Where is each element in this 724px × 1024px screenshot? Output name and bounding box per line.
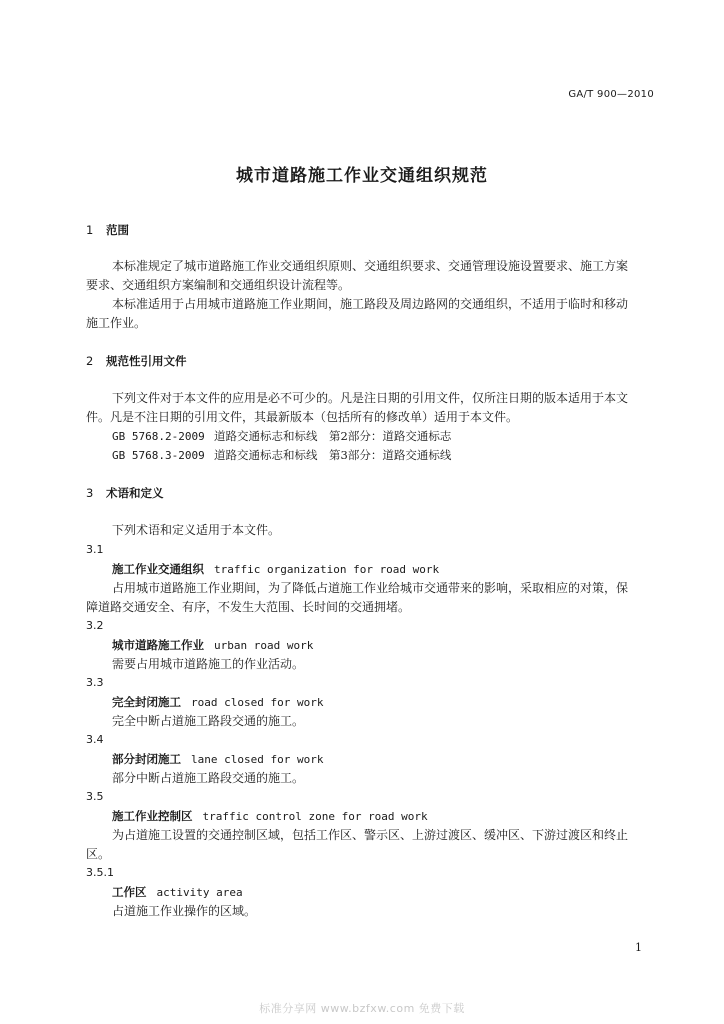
footer-watermark: 标准分享网 www.bzfxw.com 免费下载 [259,1002,465,1015]
term-chinese: 施工作业交通组织 [112,562,204,576]
section-heading-scope [86,221,656,239]
term-definition: 部分中断占道施工路段交通的施工。 [112,771,305,785]
term-definition: 区。 [86,847,111,861]
term-entry [112,807,656,826]
term-chinese: 城市道路施工作业 [112,638,204,652]
section-heading-normative-references [86,352,656,370]
section-title: 范围 [106,223,129,237]
term-number: 3.5 [86,790,104,803]
term-chinese: 完全封闭施工 [112,695,181,709]
term-english: urban road work [214,639,314,652]
term-entry [112,883,656,902]
section-heading-terms-definitions [86,484,656,502]
reference-item [112,427,656,446]
section-title: 规范性引用文件 [106,354,187,368]
section-number: 3 [86,486,94,500]
paragraph-line: 本标准规定了城市道路施工作业交通组织原则、交通组织要求、交通管理设施设置要求、施工方案 [112,259,629,273]
reference-title: 道路交通标志和标线 第2部分：道路交通标志 [214,429,452,443]
paragraph-line: 下列术语和定义适用于本文件。 [112,523,281,537]
term-number: 3.5.1 [86,866,114,879]
term-chinese: 部分封闭施工 [112,752,181,766]
reference-code: GB 5768.3-2009 [112,449,205,462]
reference-code: GB 5768.2-2009 [112,430,205,443]
document-title: 城市道路施工作业交通组织规范 [236,166,488,186]
paragraph-line: 件。凡是不注日期的引用文件，其最新版本（包括所有的修改单）适用于本文件。 [86,410,519,424]
term-entry [112,693,656,712]
term-english: road closed for work [191,696,324,709]
term-definition: 需要占用城市道路施工的作业活动。 [112,657,305,671]
paragraph-line: 下列文件对于本文件的应用是必不可少的。凡是注日期的引用文件，仅所注日期的版本适用于本文 [112,391,629,405]
section-number: 2 [86,354,94,368]
reference-item [112,446,656,465]
term-english: activity area [156,886,243,899]
term-number: 3.2 [86,619,104,632]
term-entry [112,750,656,769]
page-number: 1 [635,941,642,954]
term-entry [112,560,656,579]
paragraph-line: 要求、交通组织方案编制和交通组织设计流程等。 [86,278,351,292]
term-english: lane closed for work [191,753,324,766]
term-entry [112,636,656,655]
term-english: traffic control zone for road work [202,810,428,823]
paragraph-line: 本标准适用于占用城市道路施工作业期间，施工路段及周边路网的交通组织，不适用于临时和移动 [112,297,629,311]
section-number: 1 [86,223,94,237]
term-definition: 为占道施工设置的交通控制区域，包括工作区、警示区、上游过渡区、缓冲区、下游过渡区和终止 [112,828,629,842]
term-definition: 完全中断占道施工路段交通的施工。 [112,714,305,728]
term-number: 3.1 [86,543,104,556]
paragraph-line: 施工作业。 [86,316,147,330]
reference-title: 道路交通标志和标线 第3部分：道路交通标线 [214,448,452,462]
term-definition: 占道施工作业操作的区域。 [112,904,257,918]
term-number: 3.4 [86,733,104,746]
term-number: 3.3 [86,676,104,689]
term-chinese: 施工作业控制区 [112,809,193,823]
term-definition: 占用城市道路施工作业期间，为了降低占道施工作业给城市交通带来的影响，采取相应的对策，保 [112,581,629,595]
term-english: traffic organization for road work [214,563,440,576]
term-definition: 障道路交通安全、有序，不发生大范围、长时间的交通拥堵。 [86,600,411,614]
document-header-code: GA/T 900—2010 [568,89,654,100]
section-title: 术语和定义 [106,486,164,500]
term-chinese: 工作区 [112,885,147,899]
